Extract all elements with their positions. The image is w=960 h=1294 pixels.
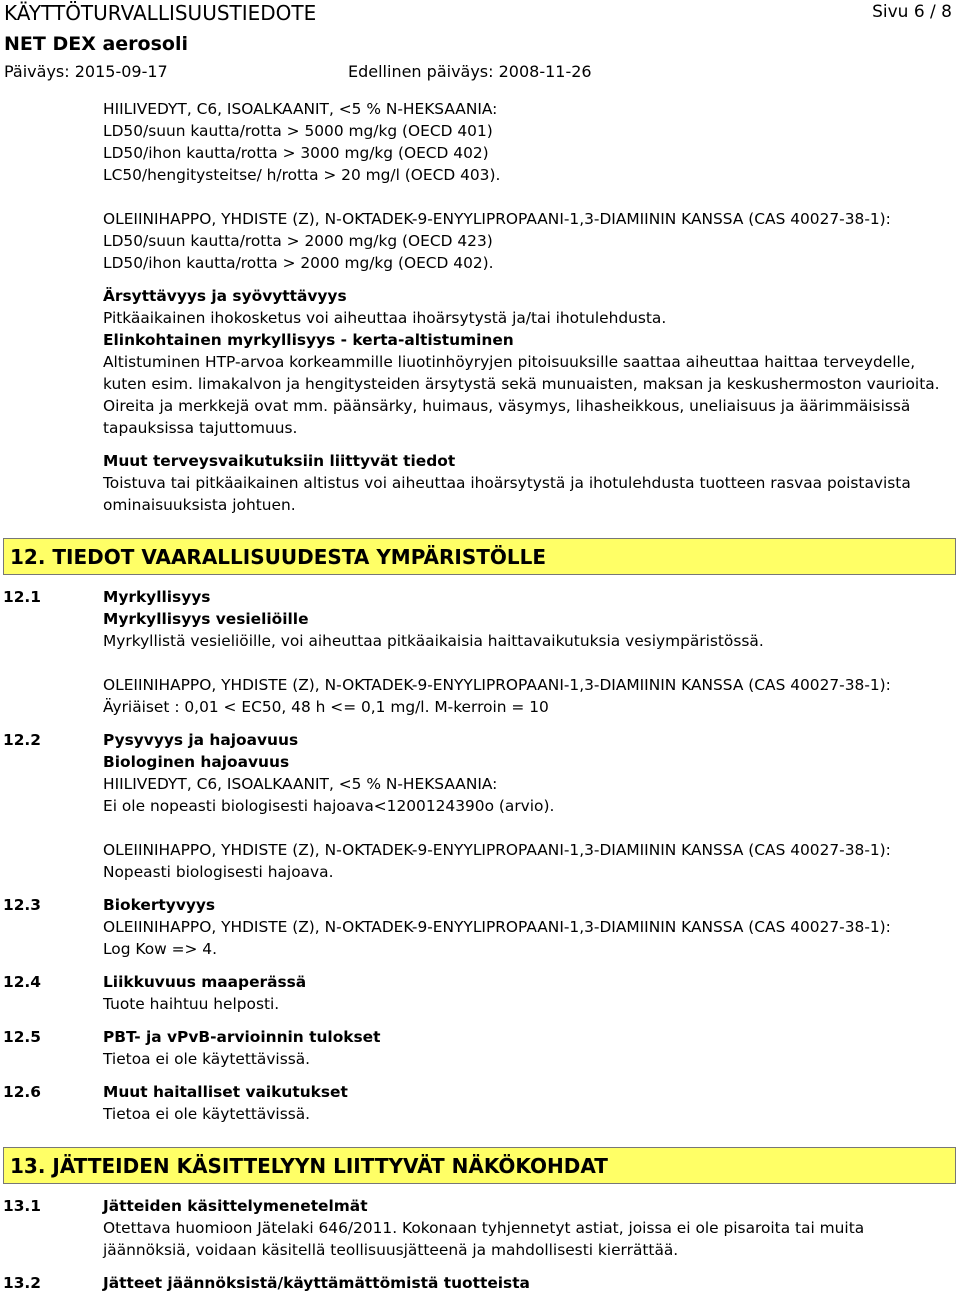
- section-12-banner: 12. TIEDOT VAARALLISUUDESTA YMPÄRISTÖLLE: [3, 538, 956, 575]
- subsection-subtitle: Myrkyllisyys vesieliöille: [103, 610, 309, 628]
- subsection-text: Otettava huomioon Jätelaki 646/2011. Kokonaan tyhjennetyt astiat, joissa ei ole pisaroita tai muita: [103, 1219, 865, 1237]
- tox-value: LD50/suun kautta/rotta > 2000 mg/kg (OECD 423): [103, 232, 493, 250]
- subsection-title: Muut haitalliset vaikutukset: [103, 1083, 348, 1101]
- substance-name-hiilivedyt: HIILIVEDYT, C6, ISOALKAANIT, <5 % N-HEKSAANIA:: [103, 100, 498, 118]
- subsection-12-5: [0, 1026, 960, 1070]
- stot-text: Oireita ja merkkejä ovat mm. päänsärky, huimaus, väsymys, lihasheikkous, uneliaisuus ja äärimmäisissä: [103, 397, 911, 415]
- page-content: [0, 98, 960, 1294]
- substance-name-oleiinihappo: OLEIINIHAPPO, YHDISTE (Z), N-OKTADEK-9-ENYYLIPROPAANI-1,3-DIAMIININ KANSSA (CAS 40027-38-1):: [103, 210, 891, 228]
- substance-name: HIILIVEDYT, C6, ISOALKAANIT, <5 % N-HEKSAANIA:: [103, 775, 498, 793]
- subsection-text: jäännöksiä, voidaan käsitellä teollisuusjätteenä ja mahdollisesti kierrättää.: [103, 1241, 679, 1259]
- ecotox-value: Äyriäiset : 0,01 < EC50, 48 h <= 0,1 mg/l. M-kerroin = 10: [103, 698, 549, 716]
- subsection-title: Jätteet jäännöksistä/käyttämättömistä tuotteista: [103, 1274, 530, 1292]
- other-health-text: Toistuva tai pitkäaikainen altistus voi aiheuttaa ihoärsytystä ja ihotulehdusta tuotteen rasvaa poistavista: [103, 474, 911, 492]
- product-name: NET DEX aerosoli: [4, 33, 188, 55]
- subsection-text: Myrkyllistä vesieliöille, voi aiheuttaa pitkäaikaisia haittavaikutuksia vesiympäristössä.: [103, 632, 764, 650]
- subsection-13-2: [0, 1272, 960, 1294]
- subsection-title: Myrkyllisyys: [103, 588, 211, 606]
- subsection-number: 12.5: [3, 1028, 41, 1046]
- subsection-number: 12.4: [3, 973, 41, 991]
- subsection-title: Pysyvyys ja hajoavuus: [103, 731, 299, 749]
- subsection-title: Biokertyvyys: [103, 896, 216, 914]
- irritation-text: Pitkäaikainen ihokosketus voi aiheuttaa ihoärsytystä ja/tai ihotulehdusta.: [103, 309, 667, 327]
- substance-name: OLEIINIHAPPO, YHDISTE (Z), N-OKTADEK-9-ENYYLIPROPAANI-1,3-DIAMIININ KANSSA (CAS 40027-38-1):: [103, 676, 891, 694]
- tox-value: LD50/ihon kautta/rotta > 2000 mg/kg (OECD 402).: [103, 254, 494, 272]
- subsection-number: 12.2: [3, 731, 41, 749]
- subsection-text: Log Kow => 4.: [103, 940, 217, 958]
- subsection-title: PBT- ja vPvB-arvioinnin tulokset: [103, 1028, 381, 1046]
- stot-heading: Elinkohtainen myrkyllisyys - kerta-altistuminen: [103, 331, 514, 349]
- revision-date: Päiväys: 2015-09-17: [4, 62, 168, 81]
- subsection-12-6: [0, 1081, 960, 1125]
- subsection-text: Nopeasti biologisesti hajoava.: [103, 863, 334, 881]
- stot-text: Altistuminen HTP-arvoa korkeammille liuotinhöyryjen pitoisuuksille saattaa aiheuttaa haittaa terveydelle,: [103, 353, 916, 371]
- subsection-number: 13.1: [3, 1197, 41, 1215]
- subsection-number: 13.2: [3, 1274, 41, 1292]
- section-13-banner: 13. JÄTTEIDEN KÄSITTELYYN LIITTYVÄT NÄKÖKOHDAT: [3, 1147, 956, 1184]
- tox-value: LC50/hengitysteitse/ h/rotta > 20 mg/l (OECD 403).: [103, 166, 501, 184]
- document-title: KÄYTTÖTURVALLISUUSTIEDOTE: [4, 1, 317, 25]
- subsection-text: Tuote haihtuu helposti.: [103, 995, 280, 1013]
- tox-value: LD50/ihon kautta/rotta > 3000 mg/kg (OECD 402): [103, 144, 489, 162]
- subsection-title: Jätteiden käsittelymenetelmät: [103, 1197, 368, 1215]
- subsection-number: 12.3: [3, 896, 41, 914]
- stot-text: kuten esim. limakalvon ja hengitysteiden ärsytystä sekä munuaisten, maksan ja keskushermoston vaurioita.: [103, 375, 940, 393]
- subsection-number: 12.6: [3, 1083, 41, 1101]
- previous-revision-date: Edellinen päiväys: 2008-11-26: [348, 62, 592, 81]
- stot-text: tapauksissa tajuttomuus.: [103, 419, 298, 437]
- subsection-title: Liikkuvuus maaperässä: [103, 973, 307, 991]
- other-health-heading: Muut terveysvaikutuksiin liittyvät tiedot: [103, 452, 456, 470]
- subsection-12-3: [0, 894, 960, 960]
- substance-name: OLEIINIHAPPO, YHDISTE (Z), N-OKTADEK-9-ENYYLIPROPAANI-1,3-DIAMIININ KANSSA (CAS 40027-38-1):: [103, 841, 891, 859]
- subsection-text: Tietoa ei ole käytettävissä.: [103, 1050, 311, 1068]
- irritation-heading: Ärsyttävyys ja syövyttävyys: [103, 287, 347, 305]
- substance-name: OLEIINIHAPPO, YHDISTE (Z), N-OKTADEK-9-ENYYLIPROPAANI-1,3-DIAMIININ KANSSA (CAS 40027-38-1):: [103, 918, 891, 936]
- subsection-12-4: [0, 971, 960, 1015]
- subsection-13-1: [0, 1195, 960, 1261]
- subsection-subtitle: Biologinen hajoavuus: [103, 753, 290, 771]
- page-number: Sivu 6 / 8: [872, 2, 952, 22]
- subsection-text: Ei ole nopeasti biologisesti hajoava<1200124390o (arvio).: [103, 797, 555, 815]
- subsection-12-1: [0, 586, 960, 718]
- subsection-12-2: [0, 729, 960, 883]
- subsection-number: 12.1: [3, 588, 41, 606]
- subsection-text: Tietoa ei ole käytettävissä.: [103, 1105, 311, 1123]
- tox-value: LD50/suun kautta/rotta > 5000 mg/kg (OECD 401): [103, 122, 493, 140]
- other-health-text: ominaisuuksista johtuen.: [103, 496, 296, 514]
